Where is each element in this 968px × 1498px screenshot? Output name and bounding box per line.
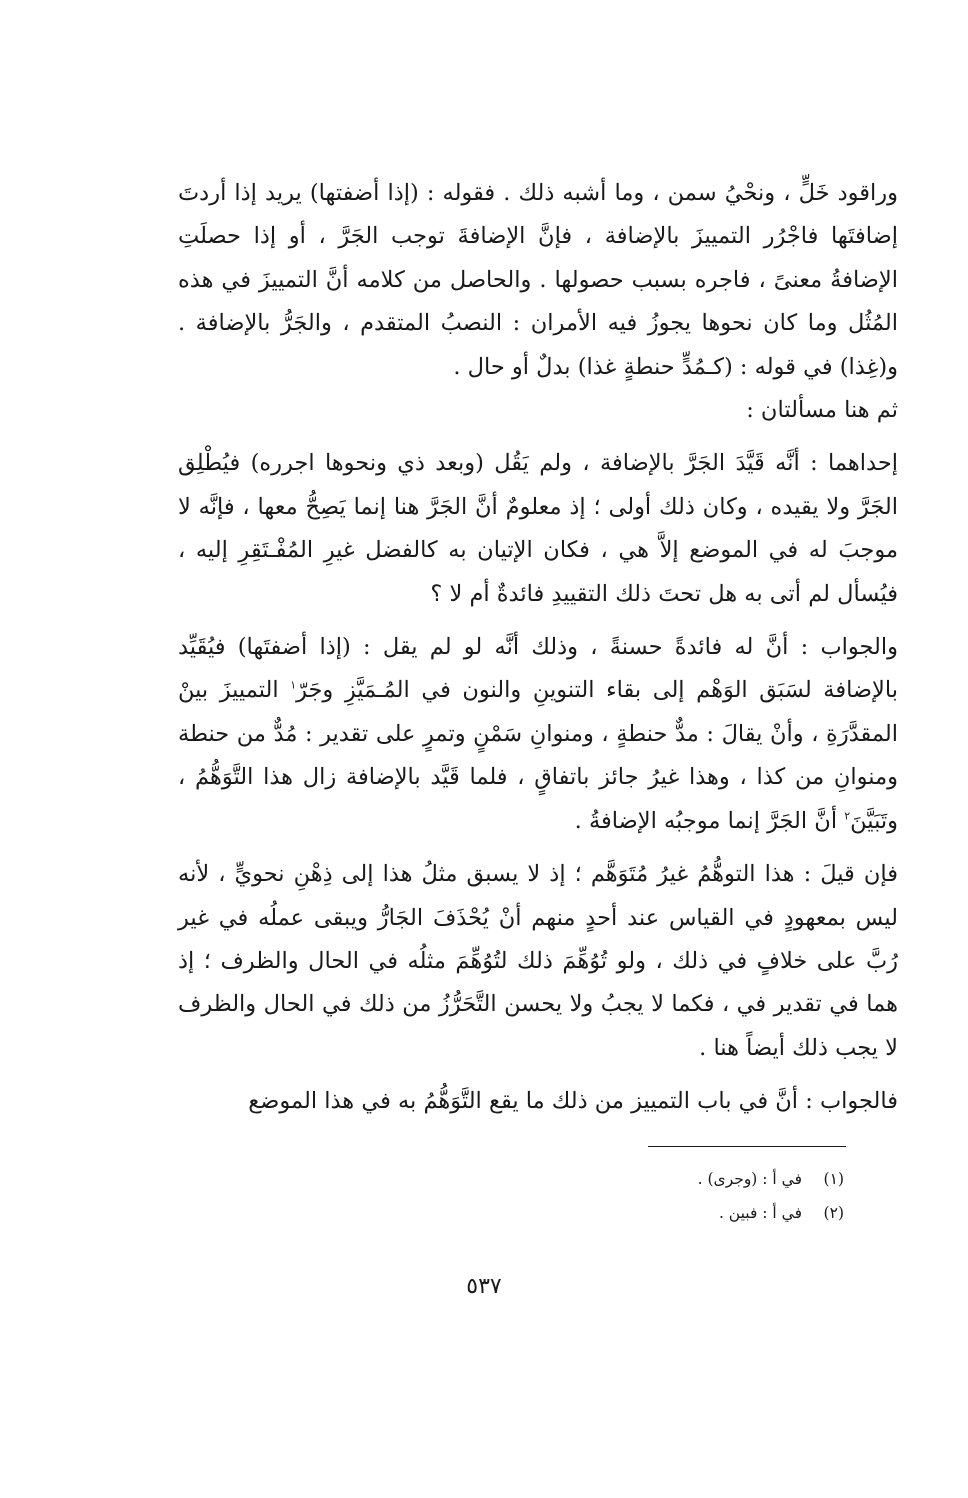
paragraph-3: إحداهما : أنَّه قَيَّدَ الجَرَّ بالإضافة ، ولم يَقُل (وبعد ذي ونحوها اجرره) فيُطْلِق الجَرَّ ولا يقيده ، وكان ذلك أولى ؛ إذ معلومٌ أنَّ الجَرَّ هنا إنما يَصِحُّ معها ، فإنَّه لا موجبَ له في الموضع إلاَّ هي ، فكان الإتيان به كالفضل غيرِ المُفْـتَقِرِ إليه ، فيُسأل لم أتى به هل تحتَ ذلك التقييدِ فائدةٌ أم لا ؟ [178, 450, 898, 607]
paragraph-1: وراقود خَلٍّ ، ونحْيُ سمن ، وما أشبه ذلك . فقوله : (إذا أضفتها) يريد إذا أردتَ إضافتَها فاجْرُر التمييزَ بالإضافة ، فإنَّ الإضافةَ توجب الجَرَّ ، أو إذا حصلَتِ الإضافةُ معنىً ، فاجره بسبب حصولها . والحاصل من كلامه أنَّ التمييزَ في هذه المُثُل وما كان نحوها يجوزُ فيه الأمران : النصبُ المتقدم ، والجَرُّ بالإضافة . و(غِذا) في قوله : (كـمُدٍّ حنطةٍ غذا) بدلٌ أو حال . [178, 180, 898, 380]
footnote-number: (٢) [823, 1204, 844, 1222]
paragraph-4-part-2: التمييزَ بينْ المقدَّرَةِ ، وأنْ يقالَ : مدٌّ حنطةٍ ، ومنوانِ سَمْنٍ وتمرٍ على تقدير : مُدٌّ من حنطة ومنوانِ من كذا ، وهذا غيرُ جائز باتفاقٍ ، فلما قَيَّد بالإضافة زال هذا التَّوَهُّمُ ، وتَبَيَّنَ [178, 677, 898, 834]
page-number: ٥٣٧ [466, 1274, 502, 1299]
footnote-1 [444, 1162, 844, 1196]
footnote-number: (١) [823, 1170, 844, 1188]
footnote-separator [648, 1146, 846, 1147]
paragraph-6: فالجواب : أنَّ في باب التمييز من ذلك ما يقع التَّوَهُّمُ به في هذا الموضع [248, 1088, 898, 1115]
footnote-ref-1: ١ [290, 678, 297, 692]
paragraph-4 [178, 626, 898, 843]
footnote-2 [444, 1196, 844, 1230]
footnote-ref-2: ٢ [844, 809, 851, 823]
paragraph-5: فإن قيلَ : هذا التوهُّمُ غيرُ مُتَوَهَّم ؛ إذ لا يسبق مثلُ هذا إلى ذِهْنِ نحويٍّ ، لأنه ليس بمعهودٍ في القياس عند أحدٍ منهم أنْ يُحْذَفَ الجَارُّ ويبقى عملُه في غير رُبَّ على خلافٍ في ذلك ، ولو تُوُهِّمَ ذلك لتُوُهِّمَ مثلُه في الحال والظرف ؛ إذ هما في تقدير في ، فكما لا يجبُ ولا يحسن التَّحَرُّزُ من ذلك في الحال والظرف لا يجب ذلك أيضاً هنا . [178, 861, 898, 1061]
footnote-text: في أ : فبين . [718, 1204, 802, 1222]
paragraph-2: ثم هنا مسألتان : [746, 397, 898, 424]
paragraph-4-part-1: والجواب : أنَّ له فائدةً حسنةً ، وذلك أنَّه لو لم يقل : (إذا أضفتَها) فيُقَيِّد بالإضافة لسَبَق الوَهْم إلى بقاء التنوينِ والنون في المُـمَيَّزِ وجَرّ [178, 634, 898, 704]
footnote-text: في أ : (وجرى) . [697, 1170, 802, 1188]
footnotes [444, 1162, 844, 1230]
page-body [178, 172, 898, 1124]
paragraph-4-part-3: أنَّ الجَرَّ إنما موجبُه الإضافةُ . [574, 807, 845, 834]
